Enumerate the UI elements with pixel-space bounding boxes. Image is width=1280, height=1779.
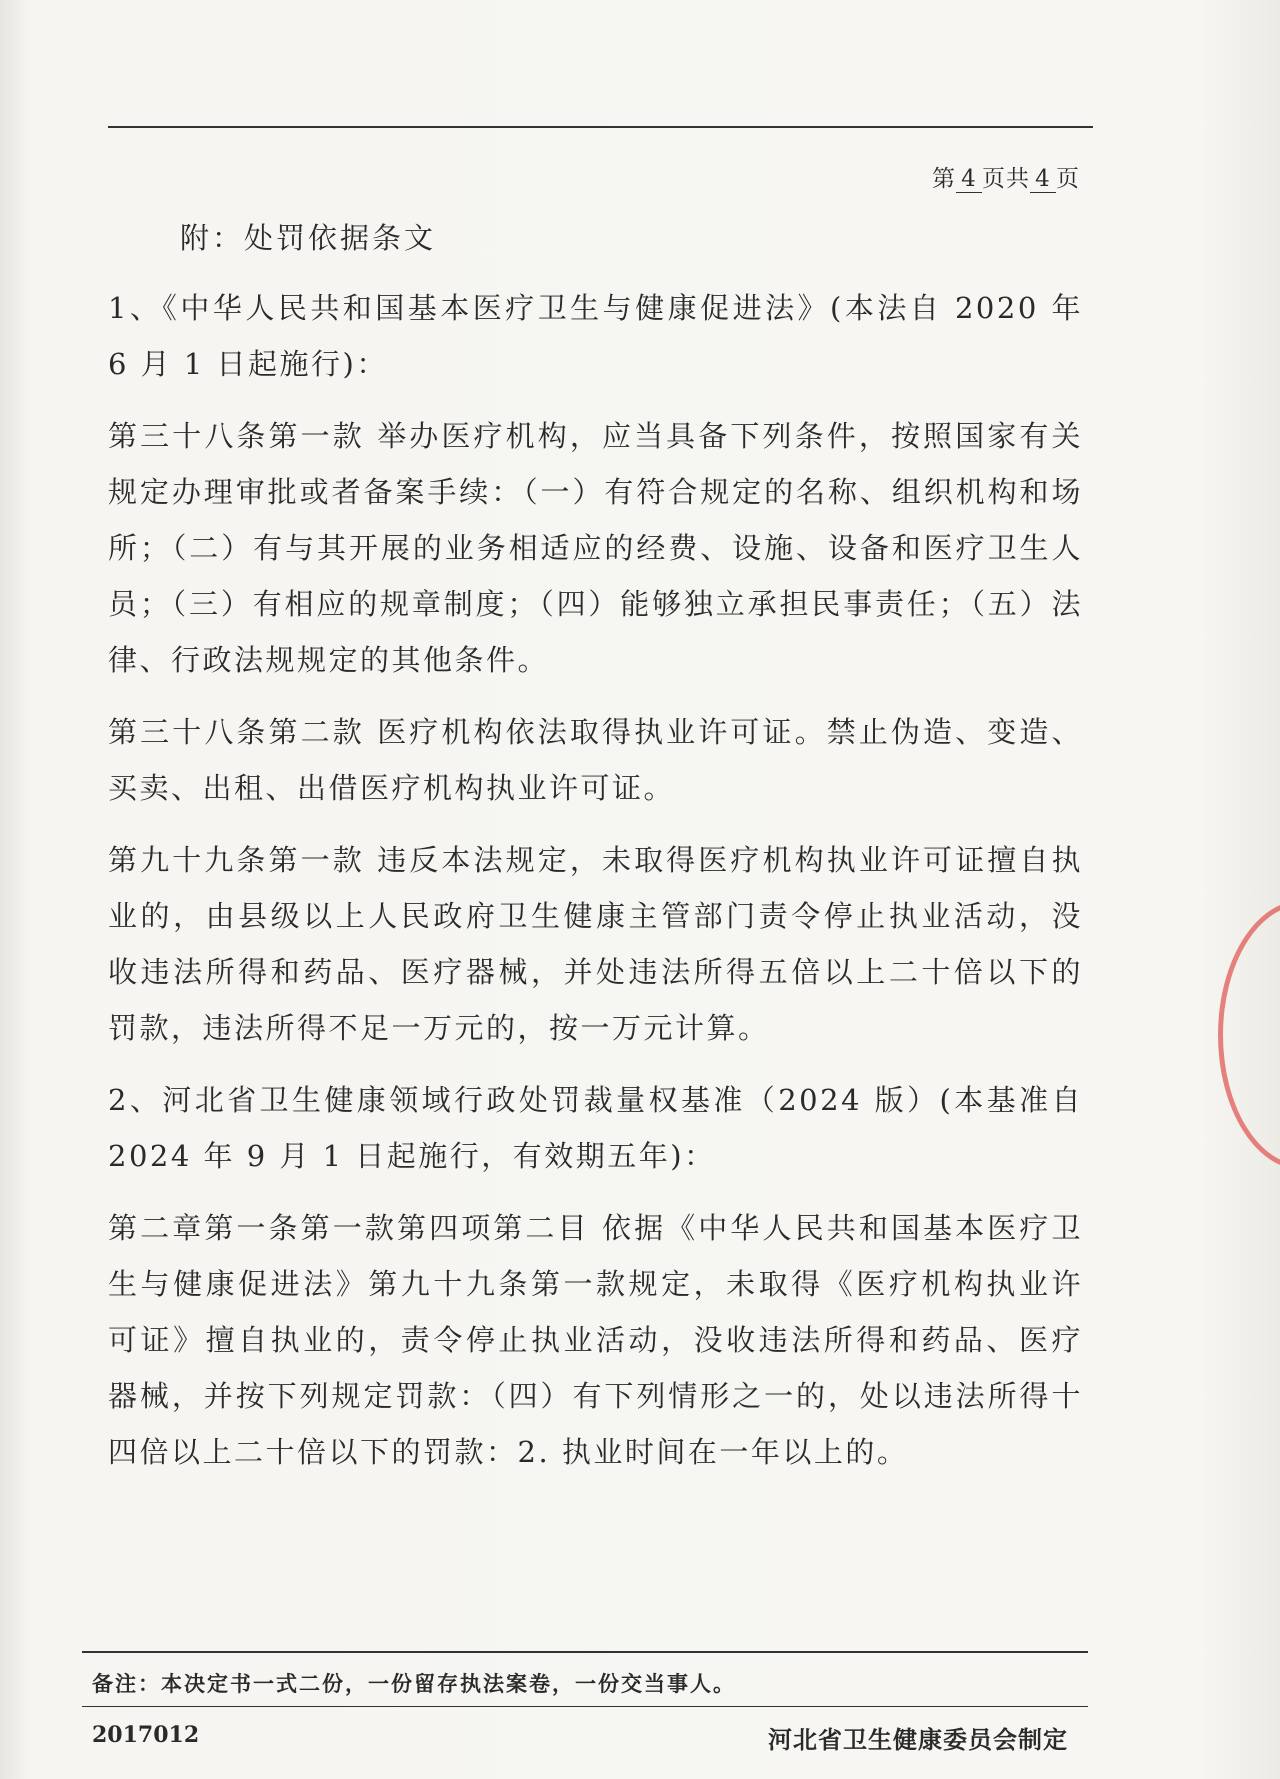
annex-title: 附：处罚依据条文 xyxy=(180,221,437,255)
page-number-prefix: 第 xyxy=(932,166,956,192)
clause-1-3: 第九十九条第一款 违反本法规定，未取得医疗机构执业许可证擅自执业的，由县级以上人民政府卫生健康主管部门责令停止执业活动，没收违法所得和药品、医疗器械，并处违法所得五倍以上二十倍以下的罚款，违法所得不足一万元的，按一万元计算。 xyxy=(108,843,1083,1045)
clause-1-2: 第三十八条第二款 医疗机构依法取得执业许可证。禁止伪造、变造、买卖、出租、出借医疗机构执业许可证。 xyxy=(108,715,1083,805)
footer-rule-lower xyxy=(82,1706,1088,1707)
page-number-middle: 页共 xyxy=(982,166,1030,192)
item-2-heading: 2、河北省卫生健康领域行政处罚裁量权基准（2024 版）(本基准自 2024 年 9 月 1 日起施行，有效期五年)： xyxy=(108,1083,1083,1173)
clause-1-1: 第三十八条第一款 举办医疗机构，应当具备下列条件，按照国家有关规定办理审批或者备案手续：（一）有符合规定的名称、组织机构和场所；（二）有与其开展的业务相适应的经费、设施、设备和医疗卫生人员；（三）有相应的规章制度；（四）能够独立承担民事责任；（五）法律、行政法规规定的其他条件。 xyxy=(108,419,1083,677)
page-number-current: 4 xyxy=(956,166,982,193)
page-number-total: 4 xyxy=(1030,166,1056,193)
footer-note: 备注：本决定书一式二份，一份留存执法案卷，一份交当事人。 xyxy=(92,1671,736,1696)
footer-rule xyxy=(82,1651,1088,1653)
issuing-authority: 河北省卫生健康委员会制定 xyxy=(768,1725,1068,1754)
item-1-heading: 1、《中华人民共和国基本医疗卫生与健康促进法》(本法自 2020 年 6 月 1 日起施行)： xyxy=(108,291,1083,381)
official-seal-icon xyxy=(1218,900,1280,1170)
form-code: 2017012 xyxy=(92,1722,200,1748)
page-number xyxy=(932,160,1080,193)
document-body xyxy=(108,210,1083,1496)
header-rule xyxy=(108,126,1093,128)
page-number-suffix: 页 xyxy=(1056,166,1080,192)
clause-2-1: 第二章第一条第一款第四项第二目 依据《中华人民共和国基本医疗卫生与健康促进法》第九十九条第一款规定，未取得《医疗机构执业许可证》擅自执业的，责令停止执业活动，没收违法所得和药品、医疗器械，并按下列规定罚款：（四）有下列情形之一的，处以违法所得十四倍以上二十倍以下的罚款：2. 执业时间在一年以上的。 xyxy=(108,1211,1083,1469)
